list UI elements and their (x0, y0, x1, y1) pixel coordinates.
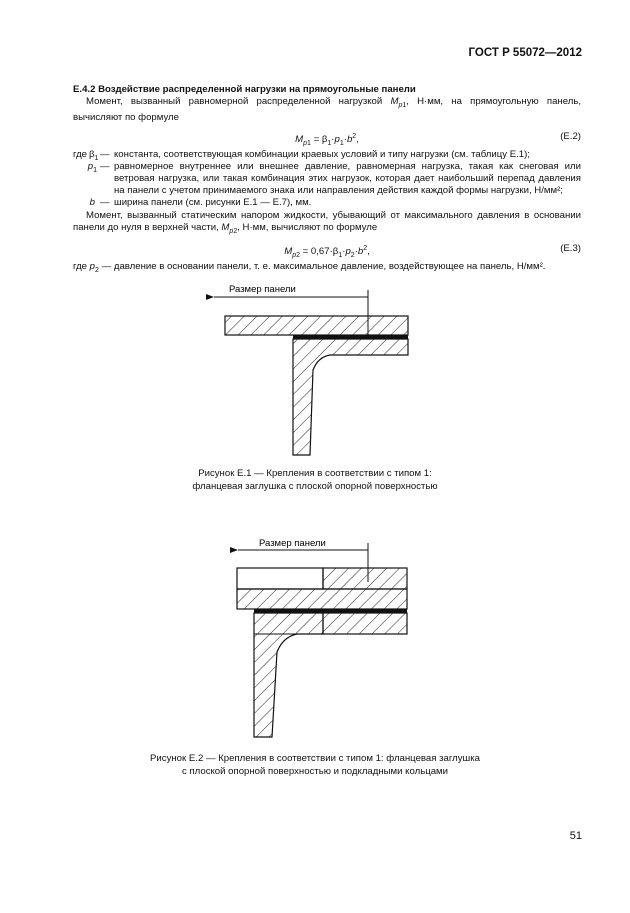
definition-dash: — (100, 197, 110, 209)
definition-symbol: $p_1$ (87, 160, 97, 174)
figure-1-caption (0, 468, 630, 493)
paragraph-1: Момент, вызванный равномерной распределенной нагрузкой $M_{p1}$, Н·мм, на прямоугольную панель, вычисляют по формуле (73, 96, 581, 124)
definition-dash: — (100, 148, 110, 160)
panel-size-label: Размер панели (229, 284, 296, 295)
definition-text: равномерное внутреннее или внешнее давление, равномерная нагрузка, такая как снеговая или ветровая нагрузка, или такая комбинация этих нагрузок, которая дает наибольший перепад давления на панели с учетом принимаемого знака или направления действия каждой формы нагрузки, Н/мм²; (114, 160, 581, 197)
paragraph-3-start: где (73, 260, 90, 272)
figure-2-caption-line2: с плоской опорной поверхностью и подкладными кольцами (182, 765, 448, 777)
formula-2: $M_{p2} = 0,67\cdot\beta_1\cdot p_2\cdot b^2$, (284, 244, 370, 259)
flange-section (254, 613, 323, 737)
panel-plate (237, 589, 407, 609)
formula-2-number: (Е.3) (560, 242, 581, 254)
figure-2-caption-line1: Рисунок Е.2 — Крепления в соответствии с типом 1: фланцевая заглушка (150, 753, 480, 764)
paragraph-2-start: Момент, вызванный статическим напором жидкости, убывающий от максимального давления в основании панели до нуля в верхней части, (73, 209, 581, 233)
definition-symbol: b (89, 197, 95, 209)
definition-text: ширина панели (см. рисунки Е.1 — Е.7), мм. (114, 197, 312, 209)
paragraph-2-end: , Н·мм, вычисляют по формуле (237, 221, 378, 233)
figure-1-caption-line1: Рисунок Е.1 — Крепления в соответствии с типом 1: (198, 468, 432, 479)
panel-size-label: Размер панели (259, 538, 326, 549)
paragraph-1-start: Момент, вызванный равномерной распределенной нагрузкой (86, 96, 391, 108)
panel-plate-left (237, 568, 323, 589)
paragraph-1-end: , Н·мм, на прямоугольную панель, вычисляют по формуле (73, 96, 581, 124)
section-heading: Е.4.2 Воздействие распределенной нагрузки на прямоугольные панели (73, 84, 416, 95)
definition-dash: — (100, 160, 110, 172)
paragraph-2: Момент, вызванный статическим напором жидкости, убывающий от максимального давления в основании панели до нуля в верхней части, $M_{p2}$, Н·мм, вычисляют по формуле (73, 209, 581, 235)
formula-1-number: (Е.2) (560, 130, 581, 142)
backing-ring-bottom (323, 613, 407, 634)
formula-1: $M_{p1} = \beta_1\cdot p_1\cdot b^2$, (295, 132, 359, 147)
figure-1-drawing (214, 284, 408, 455)
paragraph-3-end: — давление в основании панели, т. е. максимальное давление, воздействующее на панель, Н/мм². (98, 260, 546, 272)
figure-1-caption-line2: фланцевая заглушка с плоской опорной поверхностью (192, 480, 438, 492)
paragraph-3: где $p_2$ — давление в основании панели, т. е. максимальное давление, воздействующее на панель, Н/мм². (73, 260, 546, 274)
page-number: 51 (569, 830, 582, 842)
figure-2-caption (0, 753, 630, 778)
flange-section (293, 339, 408, 455)
definition-symbol: $\beta_1$ (89, 148, 99, 162)
backing-ring-top (323, 568, 407, 589)
definition-text: константа, соответствующая комбинации краевых условий и типу нагрузки (см. таблицу Е.1); (114, 148, 530, 160)
figure-2-drawing (237, 538, 407, 737)
document-number: ГОСТ Р 55072—2012 (468, 47, 582, 59)
panel-plate (225, 316, 408, 335)
definition-lead: где (73, 148, 88, 160)
